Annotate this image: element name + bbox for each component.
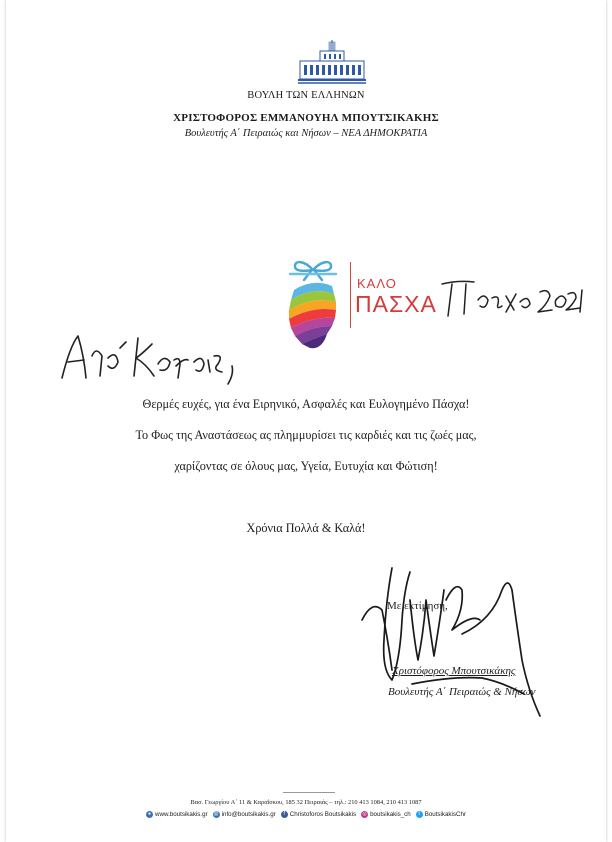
message-line-1: Θερμές ευχές, για ένα Ειρηνικό, Ασφαλές και Ευλογημένο Πάσχα!: [142, 397, 470, 411]
organization-name: ΒΟΥΛΗ ΤΩΝ ΕΛΛΗΝΩΝ: [247, 90, 365, 101]
message-line-2: Το Φως της Αναστάσεως ας πλημμυρίσει τις καρδιές και τις ζωές μας,: [135, 428, 477, 442]
contact-links: [0, 811, 612, 818]
contact-label: BoutsikakisChr: [424, 811, 466, 818]
email-icon: @: [213, 811, 219, 817]
contact-label: Christoforos Boutsikakis: [289, 811, 357, 818]
message-line-3: χαρίζοντας σε όλους μας, Υγεία, Ευτυχία και Φώτιση!: [174, 459, 438, 473]
contact-facebook[interactable]: [281, 811, 356, 818]
globe-icon: ●: [148, 811, 152, 817]
member-role: Βουλευτής Α΄ Πειραιώς και Νήσων – ΝΕΑ ΔΗΜΟΚΡΑΤΙΑ: [184, 128, 428, 139]
facebook-icon: f: [281, 811, 288, 818]
handwritten-year-note: [438, 276, 588, 324]
signatory-role: Βουλευτής Α΄ Πειραιώς & Νήσων: [388, 686, 536, 698]
contact-website[interactable]: [146, 811, 208, 818]
contact-email[interactable]: [213, 811, 276, 818]
handwritten-signature: [352, 560, 547, 720]
logo-divider: [350, 262, 351, 328]
twitter-icon: t: [416, 811, 423, 818]
easter-egg-gift-icon: [282, 256, 344, 354]
office-address: Βασ. Γεωργίου Α΄ 11 & Καραΐσκου, 185 32 Πειραιάς – τηλ.: 210 413 1084, 210 413 1087: [190, 799, 422, 806]
contact-label: www.boutsikakis.gr: [155, 811, 208, 818]
logo-text-line2: ΠΑΣΧΑ: [355, 291, 437, 317]
closing-regards: Με εκτίμηση,: [387, 600, 448, 612]
instagram-icon: ◎: [362, 811, 367, 817]
member-name: ΧΡΙΣΤΟΦΟΡΟΣ ΕΜΜΑΝΟΥΗΛ ΜΠΟΥΤΣΙΚΑΚΗΣ: [173, 112, 439, 124]
season-wish: Χρόνια Πολλά & Καλά!: [246, 521, 366, 535]
signatory-name: Χριστόφορος Μπουτσικάκης: [392, 665, 516, 677]
footer-divider: [283, 792, 335, 793]
parliament-building-icon: [298, 40, 366, 84]
contact-label: info@boutsikakis.gr: [221, 811, 276, 818]
logo-text-line1: ΚΑΛΟ: [357, 276, 397, 291]
contact-twitter[interactable]: [416, 811, 466, 818]
contact-instagram[interactable]: [361, 811, 411, 818]
contact-label: boutsikakis_ch: [370, 811, 411, 818]
handwritten-greeting: [56, 326, 246, 388]
